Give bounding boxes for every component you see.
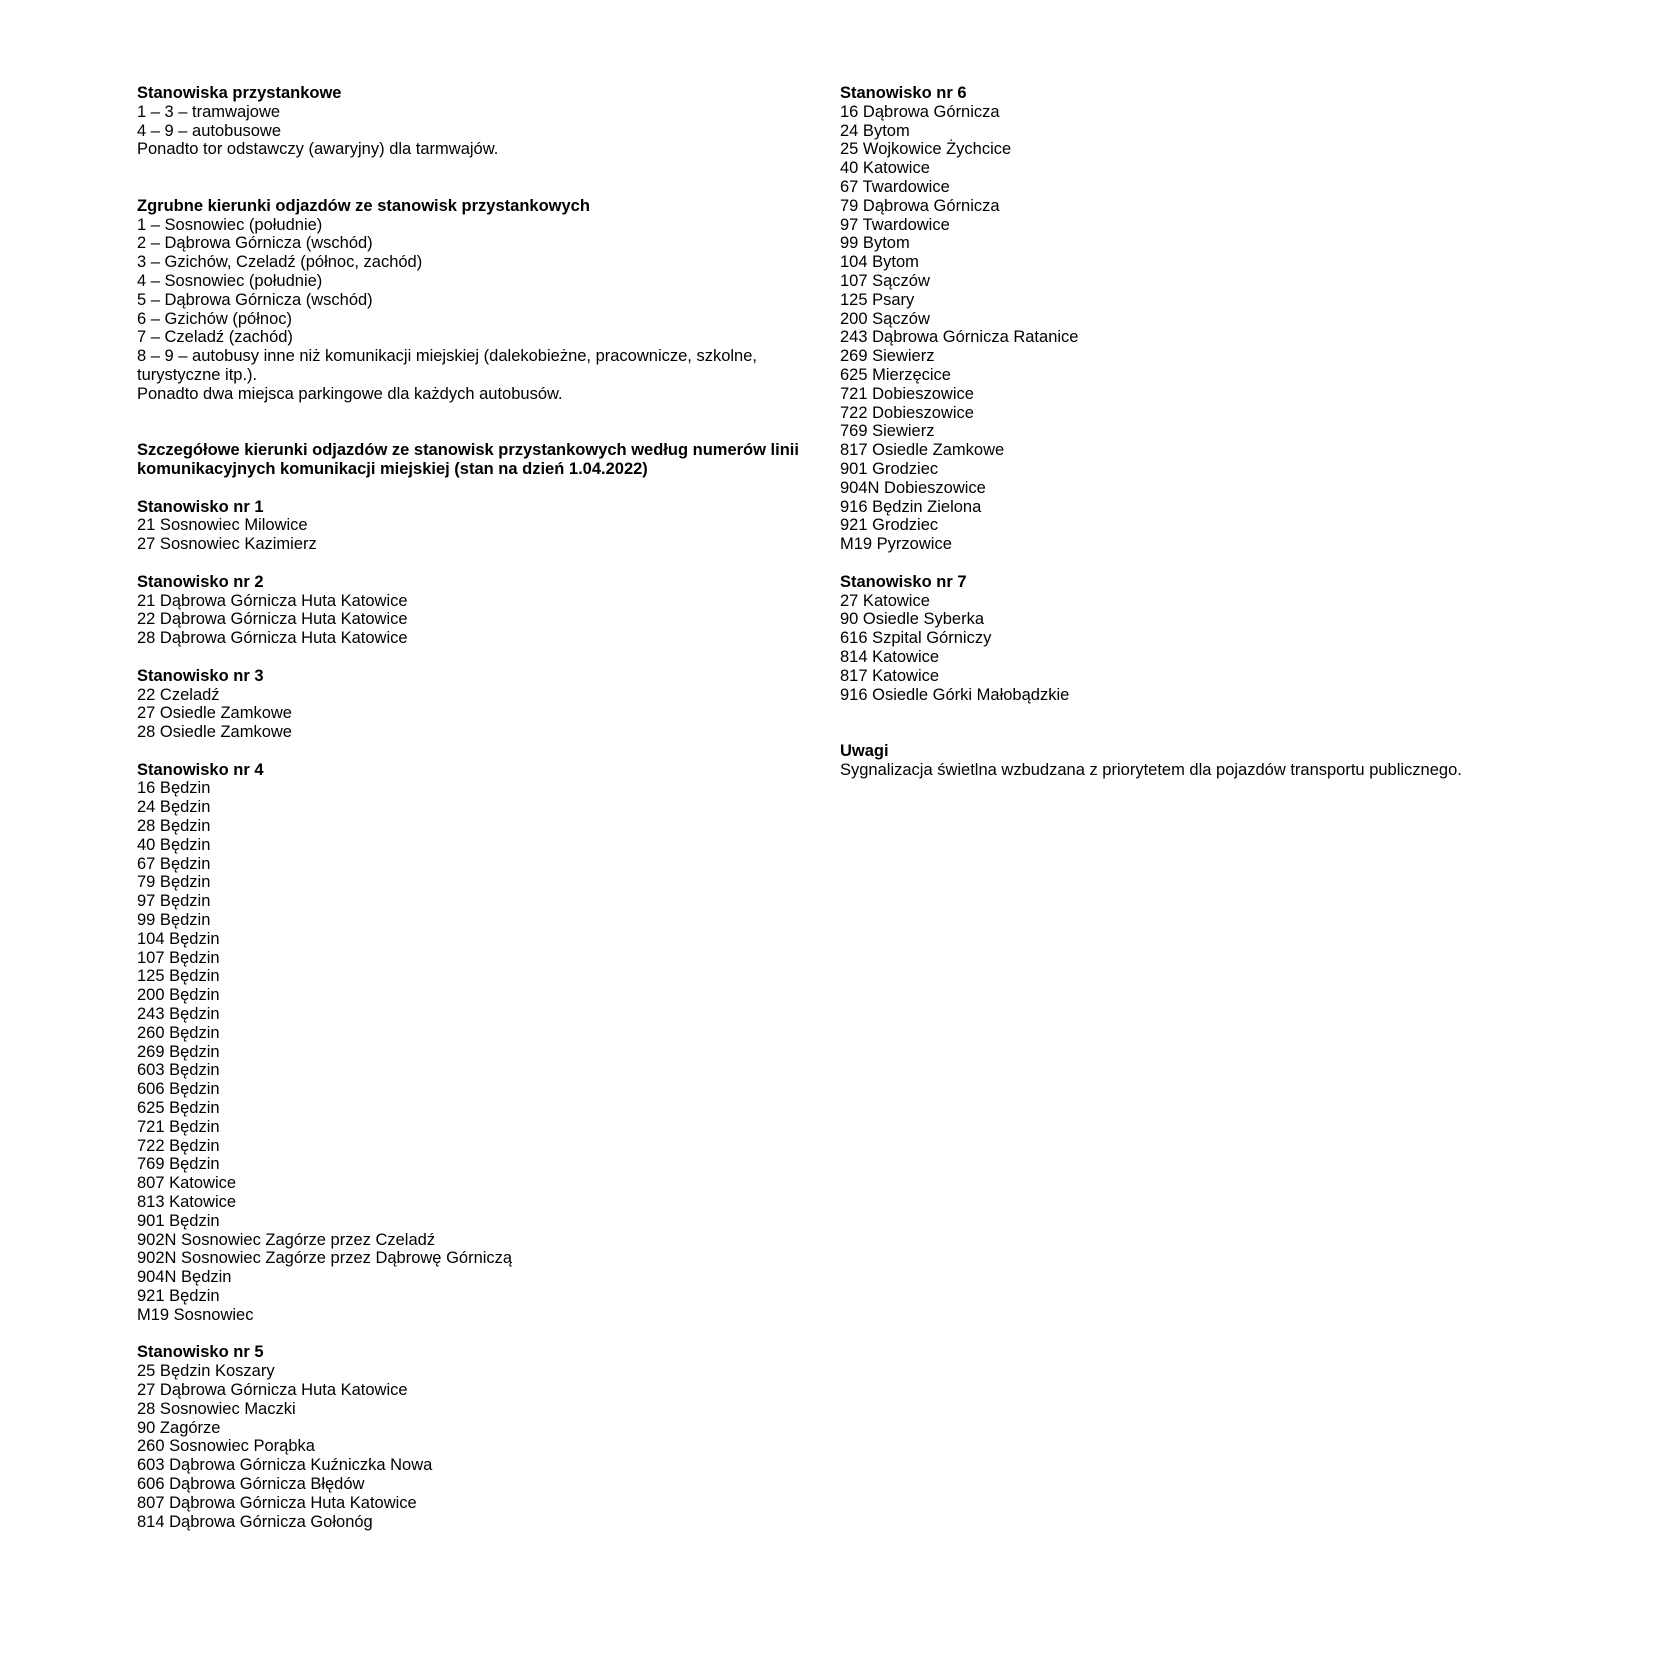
section-stanowisko-nr-4 bbox=[137, 761, 827, 1325]
section-uwagi bbox=[840, 742, 1620, 780]
text-line: 125 Będzin bbox=[137, 967, 220, 986]
text-line: 4 – 9 – autobusowe bbox=[137, 121, 282, 140]
text-line: 90 Zagórze bbox=[137, 1418, 221, 1437]
section-spacer bbox=[137, 479, 827, 498]
text-line: 904N Dobieszowice bbox=[840, 478, 986, 497]
section-heading: Stanowisko nr 6 bbox=[840, 84, 967, 102]
text-line: 814 Dąbrowa Górnicza Gołonóg bbox=[137, 1512, 373, 1531]
text-line: 6 – Gzichów (północ) bbox=[137, 309, 292, 328]
text-line: 16 Będzin bbox=[137, 779, 211, 798]
text-line: 243 Będzin bbox=[137, 1005, 220, 1024]
text-line: 722 Będzin bbox=[137, 1136, 220, 1155]
text-line: 28 Dąbrowa Górnicza Huta Katowice bbox=[137, 629, 408, 648]
section-spacer bbox=[137, 404, 827, 442]
text-line: 807 Katowice bbox=[137, 1174, 237, 1193]
section-stanowisko-nr-7 bbox=[840, 573, 1620, 705]
text-line: 21 Sosnowiec Milowice bbox=[137, 516, 308, 535]
text-line: 902N Sosnowiec Zagórze przez Czeladź bbox=[137, 1230, 436, 1249]
text-line: 901 Grodziec bbox=[840, 459, 939, 478]
text-line: 21 Dąbrowa Górnicza Huta Katowice bbox=[137, 591, 408, 610]
section-heading: Stanowisko nr 2 bbox=[137, 572, 264, 591]
section-heading: Szczegółowe kierunki odjazdów ze stanowisk przystankowych według numerów linii bbox=[137, 441, 799, 460]
text-line: 104 Będzin bbox=[137, 929, 220, 948]
right-column bbox=[840, 84, 1620, 779]
text-line: 260 Sosnowiec Porąbka bbox=[137, 1437, 315, 1456]
text-line: 722 Dobieszowice bbox=[840, 403, 974, 422]
text-line: 260 Będzin bbox=[137, 1023, 220, 1042]
text-line: 27 Osiedle Zamkowe bbox=[137, 704, 292, 723]
section-heading: Stanowisko nr 5 bbox=[137, 1343, 264, 1362]
text-line: 916 Osiedle Górki Małobądzkie bbox=[840, 685, 1070, 704]
text-line: Ponadto tor odstawczy (awaryjny) dla tarmwajów. bbox=[137, 140, 499, 159]
text-line: 606 Dąbrowa Górnicza Błędów bbox=[137, 1474, 365, 1493]
text-line: 616 Szpital Górniczy bbox=[840, 629, 992, 648]
text-line: M19 Sosnowiec bbox=[137, 1305, 254, 1324]
text-line: 817 Katowice bbox=[840, 666, 940, 685]
text-line: 902N Sosnowiec Zagórze przez Dąbrowę Górniczą bbox=[137, 1249, 513, 1268]
section-heading: Stanowiska przystankowe bbox=[137, 84, 342, 102]
section-zgrubne-kierunki-odjazdow-ze-stanowisk-p bbox=[137, 197, 827, 404]
text-line: 769 Będzin bbox=[137, 1155, 220, 1174]
text-line: 1 – Sosnowiec (południe) bbox=[137, 215, 323, 234]
text-line: 269 Siewierz bbox=[840, 347, 935, 366]
section-spacer bbox=[137, 554, 827, 573]
text-line: 79 Dąbrowa Górnicza bbox=[840, 196, 1000, 215]
section-heading: Stanowisko nr 4 bbox=[137, 760, 264, 779]
text-line: 67 Twardowice bbox=[840, 177, 950, 196]
text-line: 25 Będzin Koszary bbox=[137, 1362, 275, 1381]
text-line: 916 Będzin Zielona bbox=[840, 497, 982, 516]
text-line: 28 Osiedle Zamkowe bbox=[137, 723, 292, 742]
text-line: 22 Dąbrowa Górnicza Huta Katowice bbox=[137, 610, 408, 629]
text-line: 24 Będzin bbox=[137, 798, 211, 817]
section-heading: Zgrubne kierunki odjazdów ze stanowisk przystankowych bbox=[137, 196, 590, 215]
text-line: 817 Osiedle Zamkowe bbox=[840, 441, 1005, 460]
text-line: 16 Dąbrowa Górnicza bbox=[840, 102, 1000, 121]
text-line: 814 Katowice bbox=[840, 647, 940, 666]
text-line: 40 Katowice bbox=[840, 159, 930, 178]
text-line: 104 Bytom bbox=[840, 253, 919, 272]
text-line: M19 Pyrzowice bbox=[840, 535, 952, 554]
text-line: 4 – Sosnowiec (południe) bbox=[137, 271, 323, 290]
text-line: 200 Sączów bbox=[840, 309, 930, 328]
section-stanowisko-nr-5 bbox=[137, 1343, 827, 1531]
text-line: Sygnalizacja świetlna wzbudzana z priorytetem dla pojazdów transportu publicznego. bbox=[840, 760, 1462, 779]
text-line: 107 Sączów bbox=[840, 271, 930, 290]
section-spacer bbox=[137, 159, 827, 197]
text-line: 769 Siewierz bbox=[840, 422, 935, 441]
text-line: 27 Katowice bbox=[840, 591, 930, 610]
section-heading: Stanowisko nr 1 bbox=[137, 497, 264, 516]
text-line: 7 – Czeladź (zachód) bbox=[137, 328, 293, 347]
text-line: 243 Dąbrowa Górnicza Ratanice bbox=[840, 328, 1079, 347]
text-line: 901 Będzin bbox=[137, 1211, 220, 1230]
section-stanowisko-nr-3 bbox=[137, 667, 827, 742]
text-line: 27 Dąbrowa Górnicza Huta Katowice bbox=[137, 1380, 408, 1399]
text-line: 79 Będzin bbox=[137, 873, 211, 892]
text-line: 603 Będzin bbox=[137, 1061, 220, 1080]
text-line: 721 Dobieszowice bbox=[840, 384, 974, 403]
section-heading: Uwagi bbox=[840, 741, 889, 760]
text-line: 200 Będzin bbox=[137, 986, 220, 1005]
text-line: 921 Będzin bbox=[137, 1287, 220, 1305]
text-line: 67 Będzin bbox=[137, 854, 211, 873]
text-line: 603 Dąbrowa Górnicza Kuźniczka Nowa bbox=[137, 1456, 433, 1475]
text-line: 97 Twardowice bbox=[840, 215, 950, 234]
section-spacer bbox=[137, 1325, 827, 1344]
text-line: 269 Będzin bbox=[137, 1042, 220, 1061]
section-spacer bbox=[137, 648, 827, 667]
section-stanowisko-nr-1 bbox=[137, 498, 827, 554]
text-line: 721 Będzin bbox=[137, 1117, 220, 1136]
text-line: 2 – Dąbrowa Górnicza (wschód) bbox=[137, 234, 373, 253]
section-heading: Stanowisko nr 7 bbox=[840, 572, 967, 591]
left-column bbox=[137, 84, 827, 1531]
text-line: turystyczne itp.). bbox=[137, 365, 258, 384]
text-line: 28 Sosnowiec Maczki bbox=[137, 1399, 296, 1418]
text-line: 625 Mierzęcice bbox=[840, 365, 951, 384]
text-line: 5 – Dąbrowa Górnicza (wschód) bbox=[137, 290, 373, 309]
text-line: 807 Dąbrowa Górnicza Huta Katowice bbox=[137, 1493, 417, 1512]
text-line: 107 Będzin bbox=[137, 948, 220, 967]
section-heading: Stanowisko nr 3 bbox=[137, 666, 264, 685]
text-line: 904N Będzin bbox=[137, 1268, 232, 1287]
section-stanowisko-nr-6 bbox=[840, 84, 1620, 554]
text-line: 125 Psary bbox=[840, 290, 915, 309]
text-line: 8 – 9 – autobusy inne niż komunikacji miejskiej (dalekobieżne, pracownicze, szkolne, bbox=[137, 347, 757, 366]
text-line: Ponadto dwa miejsca parkingowe dla każdych autobusów. bbox=[137, 384, 563, 403]
text-line: 921 Grodziec bbox=[840, 516, 939, 535]
text-line: 1 – 3 – tramwajowe bbox=[137, 102, 281, 121]
text-line: 27 Sosnowiec Kazimierz bbox=[137, 535, 317, 554]
section-spacer bbox=[137, 742, 827, 761]
text-line: 97 Będzin bbox=[137, 892, 211, 911]
text-line: 28 Będzin bbox=[137, 817, 211, 836]
section-spacer bbox=[840, 554, 1620, 573]
text-line: 40 Będzin bbox=[137, 835, 211, 854]
section-stanowiska-przystankowe bbox=[137, 84, 827, 159]
text-line: 813 Katowice bbox=[137, 1193, 237, 1212]
section-spacer bbox=[840, 704, 1620, 742]
text-line: 24 Bytom bbox=[840, 121, 910, 140]
section-szczego-owe-kierunki-odjazdow-ze-stanowi bbox=[137, 441, 827, 479]
text-line: 606 Będzin bbox=[137, 1080, 220, 1099]
section-stanowisko-nr-2 bbox=[137, 573, 827, 648]
section-heading-continued: komunikacyjnych komunikacji miejskiej (stan na dzień 1.04.2022) bbox=[137, 459, 648, 478]
text-line: 22 Czeladź bbox=[137, 685, 220, 704]
text-line: 99 Bytom bbox=[840, 234, 910, 253]
text-line: 25 Wojkowice Żychcice bbox=[840, 140, 1012, 159]
text-line: 3 – Gzichów, Czeladź (północ, zachód) bbox=[137, 253, 423, 272]
text-line: 625 Będzin bbox=[137, 1099, 220, 1118]
text-line: 90 Osiedle Syberka bbox=[840, 610, 984, 629]
text-line: 99 Będzin bbox=[137, 911, 211, 930]
